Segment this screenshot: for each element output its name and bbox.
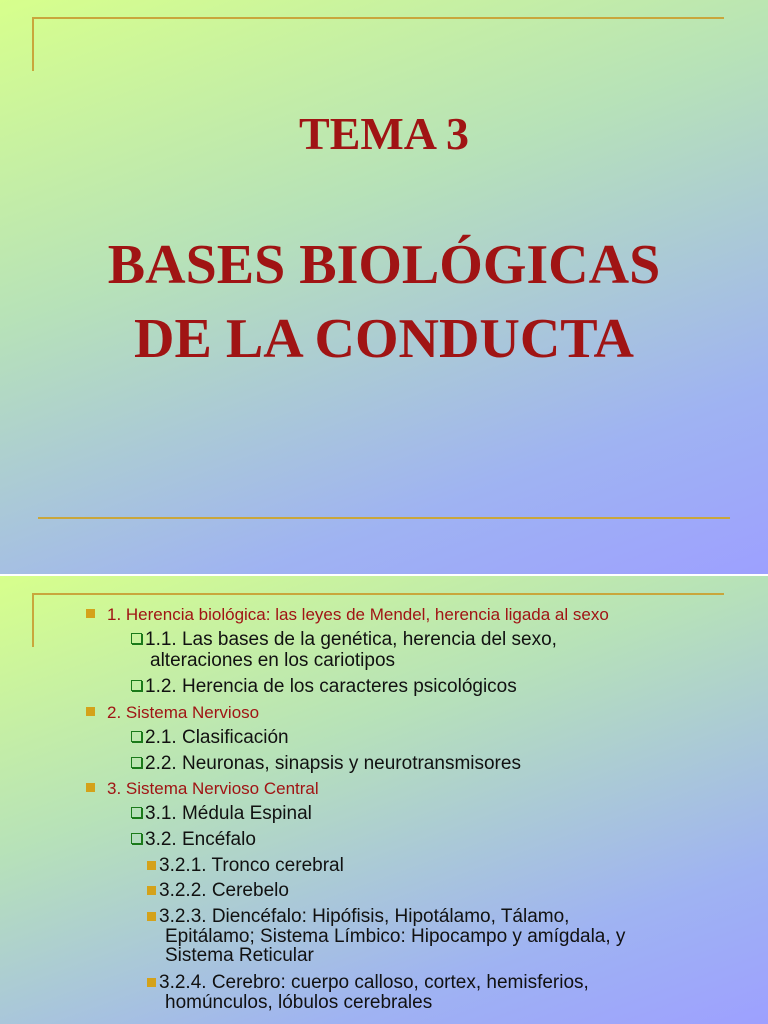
top-rule	[32, 593, 724, 595]
list-item: 3.2.3. Diencéfalo: Hipófisis, Hipotálamo, Tálamo,	[147, 907, 569, 927]
checkbox-bullet-icon	[131, 833, 142, 844]
square-bullet-icon	[86, 609, 95, 618]
list-item: homúnculos, lóbulos cerebrales	[165, 992, 433, 1013]
checkbox-bullet-icon	[131, 807, 142, 818]
checkbox-bullet-icon	[131, 680, 142, 691]
list-item: 3.2.1. Tronco cerebral	[147, 856, 344, 876]
list-item: 2.2. Neuronas, sinapsis y neurotransmisores	[131, 754, 521, 774]
list-item: 1.2. Herencia de los caracteres psicológicos	[131, 677, 517, 697]
checkbox-bullet-icon	[131, 731, 142, 742]
square-bullet-icon	[147, 912, 156, 921]
list-item: 1. Herencia biológica: las leyes de Mendel, herencia ligada al sexo	[86, 605, 609, 625]
slide-title-line-1: BASES BIOLÓGICAS	[107, 234, 661, 296]
top-rule	[32, 17, 724, 19]
list-item: alteraciones en los cariotipos	[150, 650, 396, 671]
square-bullet-icon	[147, 886, 156, 895]
list-item: 3.2. Encéfalo	[131, 830, 256, 850]
slide-title-line-2: DE LA CONDUCTA	[134, 308, 634, 370]
list-item: Sistema Reticular	[165, 945, 314, 966]
contents-slide	[0, 576, 768, 1024]
square-bullet-icon	[147, 978, 156, 987]
list-item: 3.1. Médula Espinal	[131, 804, 312, 824]
square-bullet-icon	[147, 861, 156, 870]
list-item: 3.2.2. Cerebelo	[147, 881, 289, 901]
list-item: 2.1. Clasificación	[131, 728, 289, 748]
slide-heading: TEMA 3	[299, 108, 469, 159]
checkbox-bullet-icon	[131, 757, 142, 768]
list-item: 3. Sistema Nervioso Central	[86, 779, 319, 799]
list-item: Epitálamo; Sistema Límbico: Hipocampo y amígdala, y	[165, 926, 626, 947]
square-bullet-icon	[86, 783, 95, 792]
square-bullet-icon	[86, 707, 95, 716]
list-item: 3.2.4. Cerebro: cuerpo calloso, cortex, hemisferios,	[147, 973, 589, 993]
bottom-rule	[38, 517, 730, 519]
list-item: 2. Sistema Nervioso	[86, 703, 259, 723]
left-rule	[32, 593, 34, 647]
checkbox-bullet-icon	[131, 633, 142, 644]
left-rule	[32, 17, 34, 71]
list-item: 1.1. Las bases de la genética, herencia del sexo,	[131, 630, 557, 650]
